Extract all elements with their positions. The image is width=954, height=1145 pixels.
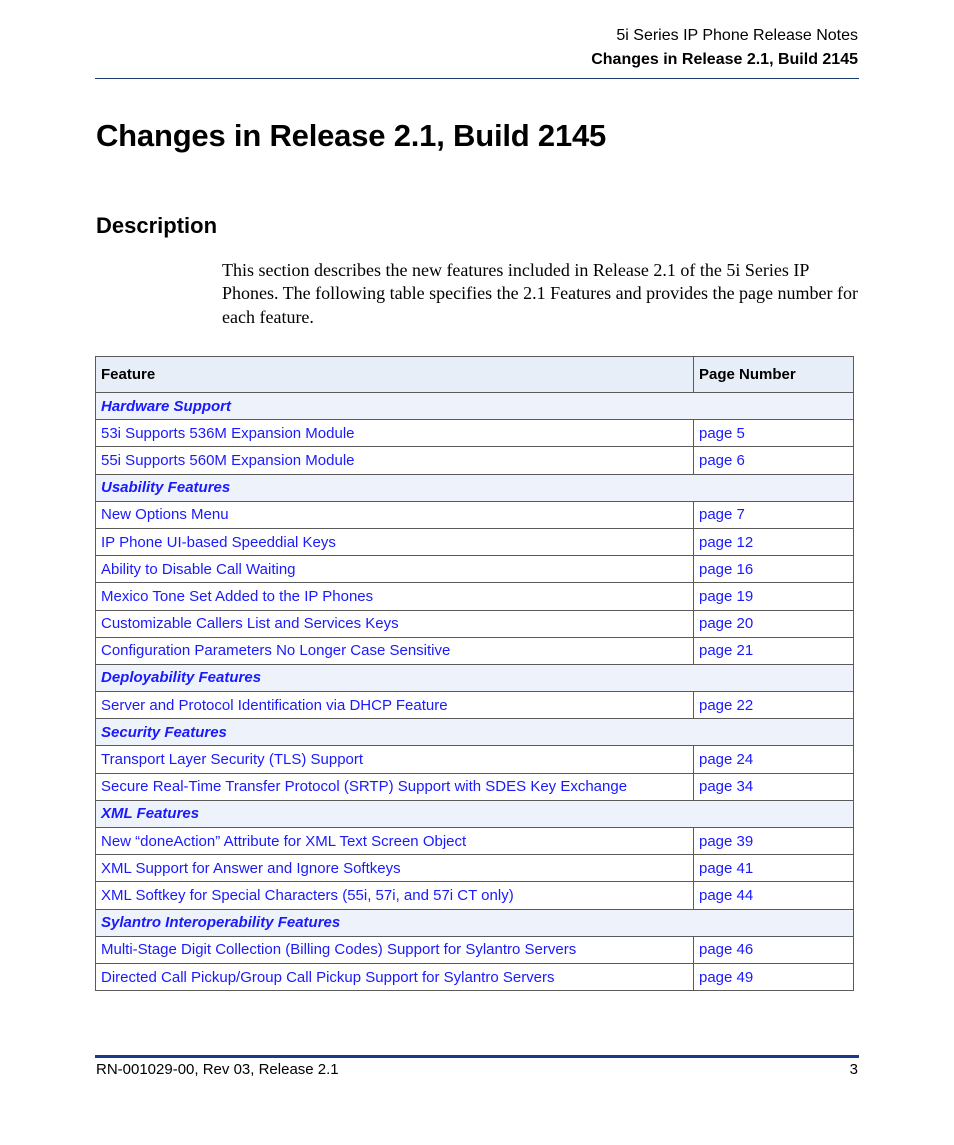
page-number-link[interactable]: page 49 bbox=[694, 963, 854, 990]
section-row bbox=[96, 474, 854, 501]
feature-link[interactable]: Transport Layer Security (TLS) Support bbox=[96, 746, 694, 773]
table-row bbox=[96, 583, 854, 610]
page-number-link[interactable]: page 24 bbox=[694, 746, 854, 773]
section-row bbox=[96, 719, 854, 746]
table-row bbox=[96, 447, 854, 474]
section-title[interactable]: Deployability Features bbox=[96, 664, 854, 691]
table-row bbox=[96, 501, 854, 528]
page-number-link[interactable]: page 44 bbox=[694, 882, 854, 909]
section-title[interactable]: Usability Features bbox=[96, 474, 854, 501]
feature-link[interactable]: Mexico Tone Set Added to the IP Phones bbox=[96, 583, 694, 610]
page-number-link[interactable]: page 41 bbox=[694, 855, 854, 882]
feature-link[interactable]: Ability to Disable Call Waiting bbox=[96, 556, 694, 583]
table-row bbox=[96, 828, 854, 855]
page-number-link[interactable]: page 16 bbox=[694, 556, 854, 583]
page-number-link[interactable]: page 6 bbox=[694, 447, 854, 474]
features-table-body bbox=[96, 393, 854, 991]
feature-link[interactable]: Server and Protocol Identification via DHCP Feature bbox=[96, 692, 694, 719]
page-number-link[interactable]: page 21 bbox=[694, 637, 854, 664]
running-header-doc-title: 5i Series IP Phone Release Notes bbox=[616, 27, 858, 44]
section-title[interactable]: Hardware Support bbox=[96, 393, 854, 420]
table-row bbox=[96, 855, 854, 882]
table-row bbox=[96, 528, 854, 555]
feature-link[interactable]: Multi-Stage Digit Collection (Billing Codes) Support for Sylantro Servers bbox=[96, 936, 694, 963]
section-row bbox=[96, 800, 854, 827]
section-title[interactable]: Sylantro Interoperability Features bbox=[96, 909, 854, 936]
section-row bbox=[96, 664, 854, 691]
page-number-link[interactable]: page 34 bbox=[694, 773, 854, 800]
table-row bbox=[96, 610, 854, 637]
feature-link[interactable]: XML Softkey for Special Characters (55i, 57i, and 57i CT only) bbox=[96, 882, 694, 909]
page-number-link[interactable]: page 22 bbox=[694, 692, 854, 719]
table-row bbox=[96, 556, 854, 583]
feature-link[interactable]: Customizable Callers List and Services Keys bbox=[96, 610, 694, 637]
section-title[interactable]: XML Features bbox=[96, 800, 854, 827]
feature-link[interactable]: Directed Call Pickup/Group Call Pickup Support for Sylantro Servers bbox=[96, 963, 694, 990]
column-header-page-number: Page Number bbox=[694, 357, 854, 393]
intro-paragraph: This section describes the new features included in Release 2.1 of the 5i Series IP Phones. The following table specifies the 2.1 Features and provides the page number for each feature. bbox=[222, 260, 859, 327]
footer-page-number: 3 bbox=[849, 1061, 858, 1078]
page-number-link[interactable]: page 20 bbox=[694, 610, 854, 637]
feature-link[interactable]: 53i Supports 536M Expansion Module bbox=[96, 420, 694, 447]
table-row bbox=[96, 420, 854, 447]
page-number-link[interactable]: page 5 bbox=[694, 420, 854, 447]
table-row bbox=[96, 637, 854, 664]
table-row bbox=[96, 746, 854, 773]
feature-link[interactable]: Secure Real-Time Transfer Protocol (SRTP) Support with SDES Key Exchange bbox=[96, 773, 694, 800]
description-heading: Description bbox=[96, 213, 218, 238]
feature-link[interactable]: New Options Menu bbox=[96, 501, 694, 528]
feature-link[interactable]: Configuration Parameters No Longer Case Sensitive bbox=[96, 637, 694, 664]
page-number-link[interactable]: page 39 bbox=[694, 828, 854, 855]
page-number-link[interactable]: page 7 bbox=[694, 501, 854, 528]
running-header-section-title: Changes in Release 2.1, Build 2145 bbox=[591, 51, 858, 68]
table-row bbox=[96, 692, 854, 719]
feature-link[interactable]: XML Support for Answer and Ignore Softkeys bbox=[96, 855, 694, 882]
section-row bbox=[96, 909, 854, 936]
table-row bbox=[96, 882, 854, 909]
table-row bbox=[96, 963, 854, 990]
section-row bbox=[96, 393, 854, 420]
page-number-link[interactable]: page 19 bbox=[694, 583, 854, 610]
page-title: Changes in Release 2.1, Build 2145 bbox=[96, 118, 607, 153]
header-rule bbox=[95, 78, 859, 79]
footer-rule bbox=[95, 1055, 859, 1058]
footer-doc-id: RN-001029-00, Rev 03, Release 2.1 bbox=[96, 1061, 339, 1078]
table-header-row bbox=[96, 357, 854, 393]
feature-link[interactable]: 55i Supports 560M Expansion Module bbox=[96, 447, 694, 474]
column-header-feature: Feature bbox=[96, 357, 694, 393]
feature-link[interactable]: IP Phone UI-based Speeddial Keys bbox=[96, 528, 694, 555]
page-number-link[interactable]: page 12 bbox=[694, 528, 854, 555]
features-table bbox=[95, 356, 854, 991]
feature-link[interactable]: New “doneAction” Attribute for XML Text Screen Object bbox=[96, 828, 694, 855]
table-row bbox=[96, 936, 854, 963]
table-row bbox=[96, 773, 854, 800]
section-title[interactable]: Security Features bbox=[96, 719, 854, 746]
page-number-link[interactable]: page 46 bbox=[694, 936, 854, 963]
